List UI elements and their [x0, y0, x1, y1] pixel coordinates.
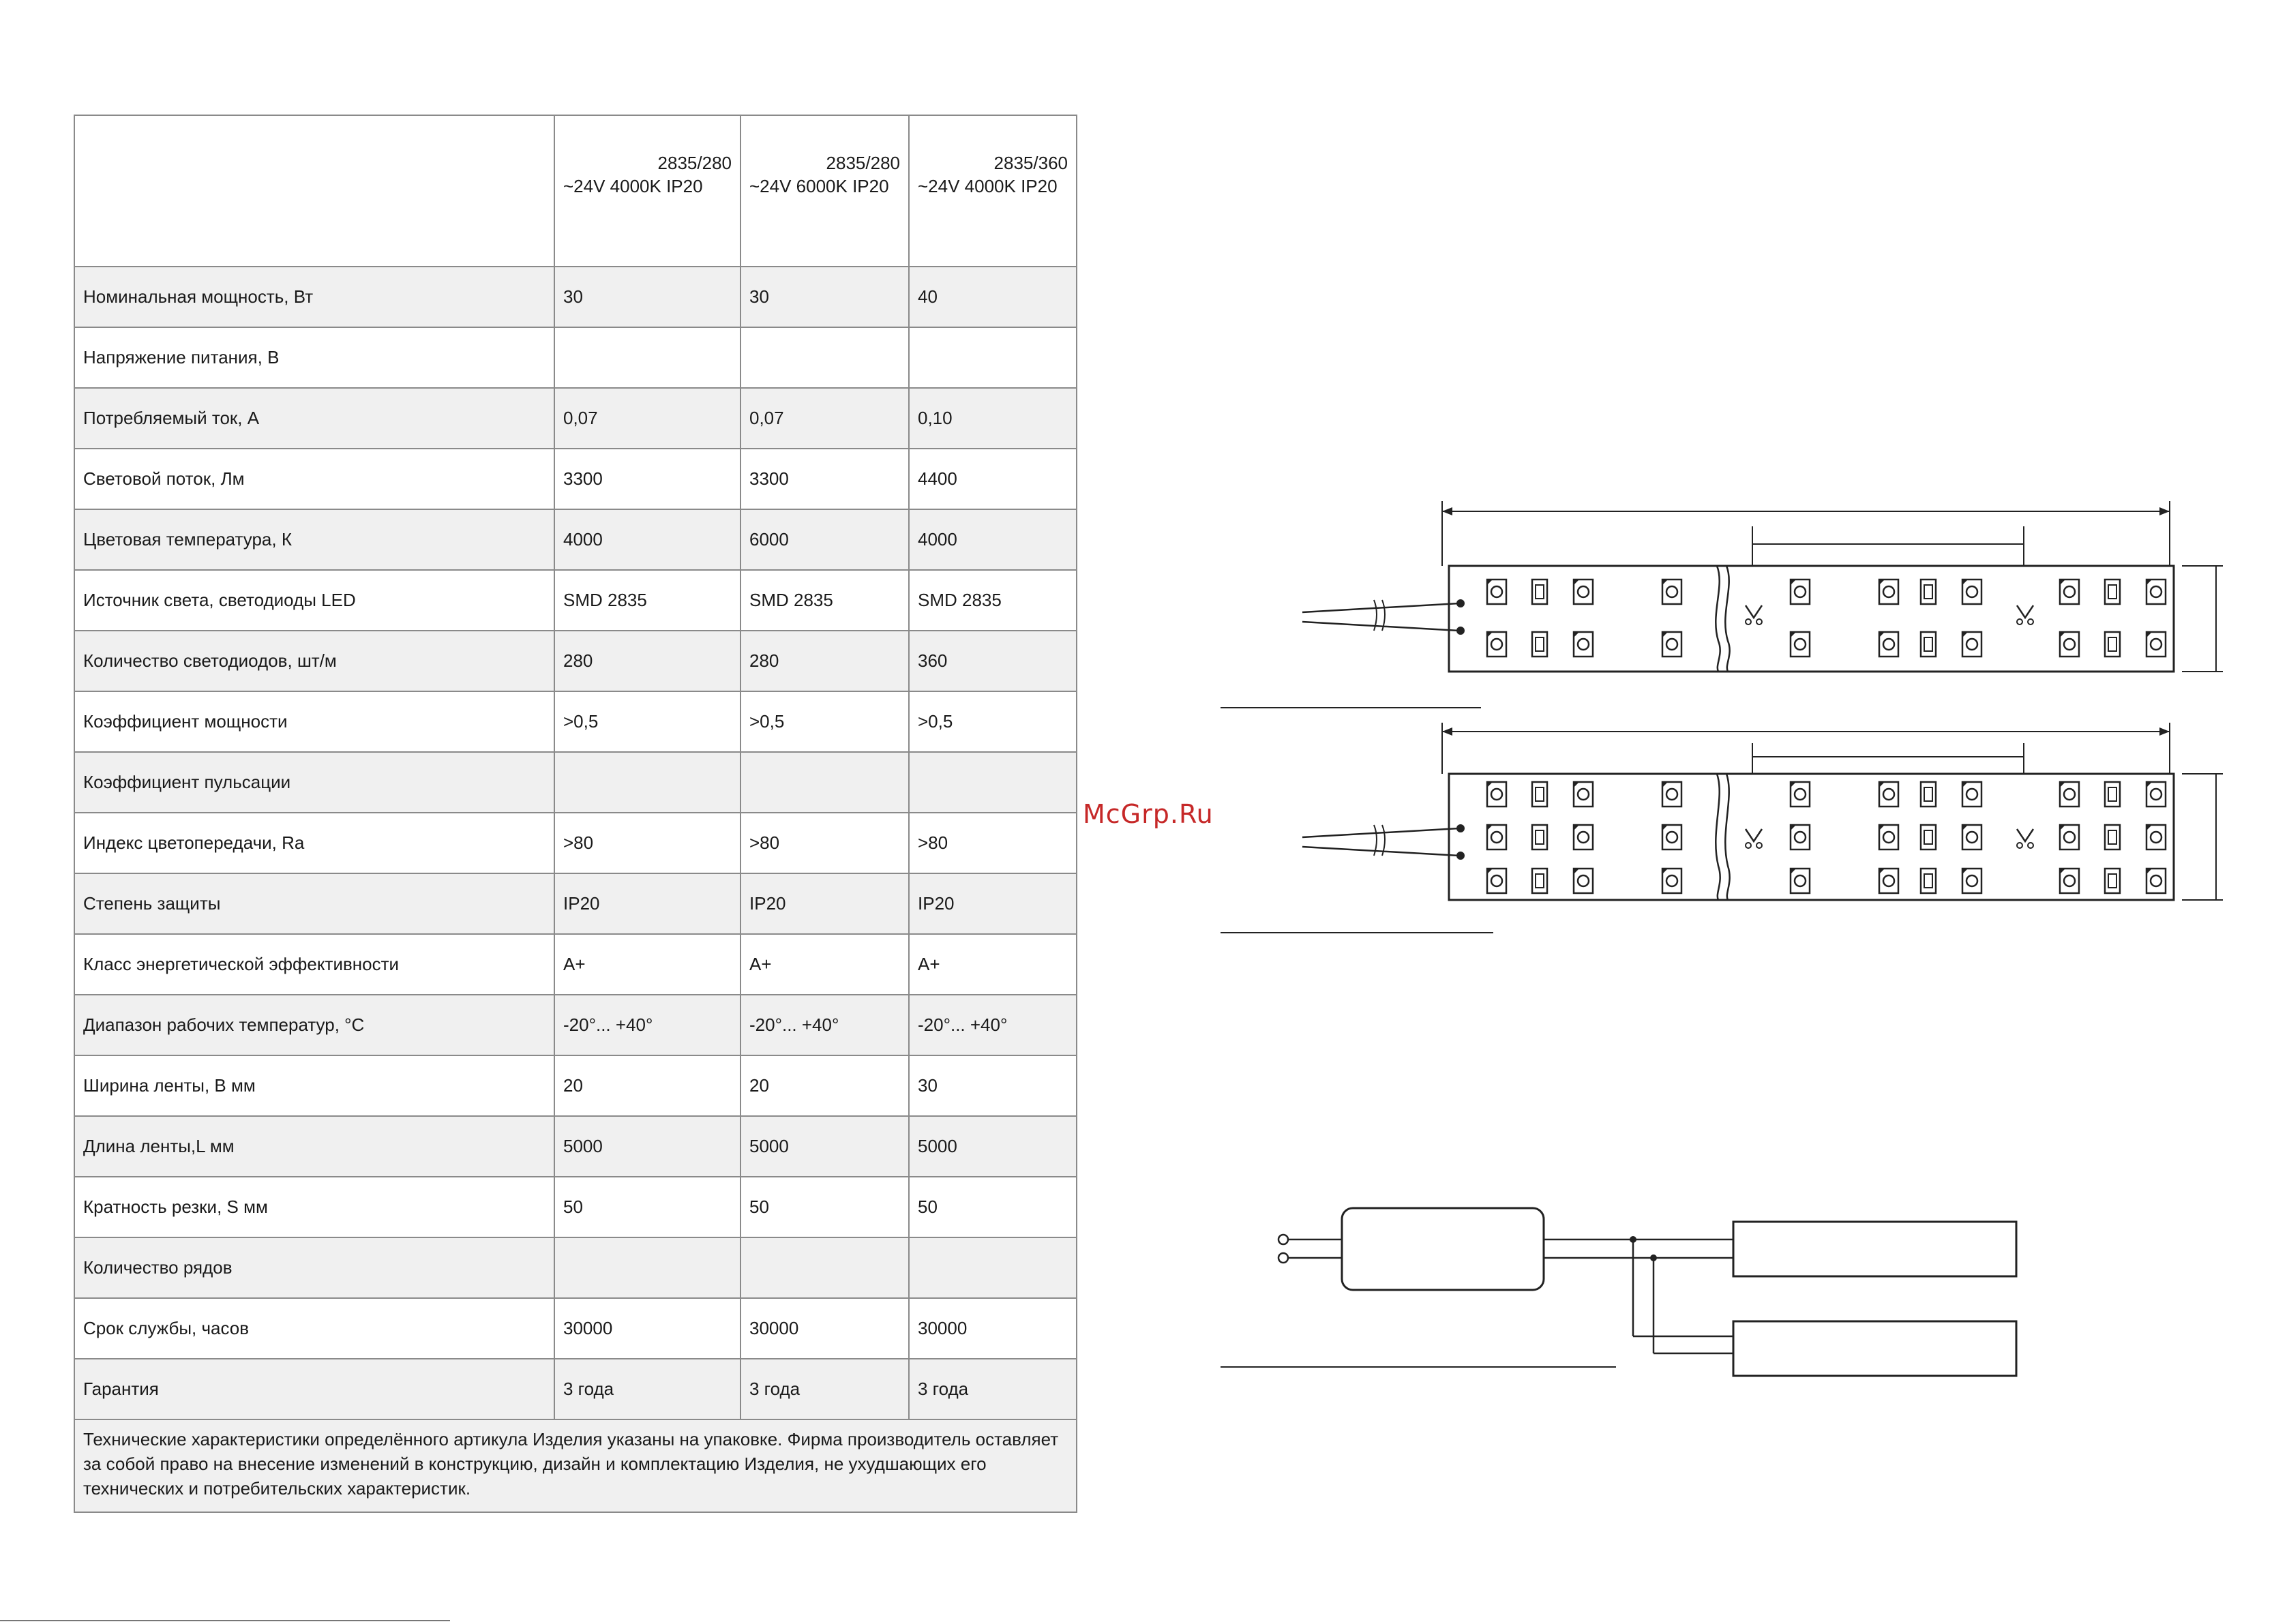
- row-value: -20°... +40°: [909, 995, 1077, 1055]
- row-value: >80: [740, 813, 909, 873]
- row-value: 20: [740, 1055, 909, 1116]
- row-value: 30000: [740, 1298, 909, 1359]
- row-value: 30000: [909, 1298, 1077, 1359]
- row-value: -20°... +40°: [740, 995, 909, 1055]
- row-label: Количество светодиодов, шт/м: [74, 631, 554, 691]
- row-label: Класс энергетической эффективности: [74, 934, 554, 995]
- row-value: SMD 2835: [740, 570, 909, 631]
- row-value: 0,07: [554, 388, 740, 449]
- page-bottom-rule: [0, 1620, 450, 1621]
- row-value: 4400: [909, 449, 1077, 509]
- row-value: 6000: [740, 509, 909, 570]
- row-value: 280: [740, 631, 909, 691]
- watermark: McGrp.Ru: [1083, 799, 1214, 829]
- row-label: Коэффициент пульсации: [74, 752, 554, 813]
- row-value: >0,5: [554, 691, 740, 752]
- row-label: Источник света, светодиоды LED: [74, 570, 554, 631]
- strip-3-row-drawing: [1221, 723, 2223, 933]
- row-value: 3 года: [909, 1359, 1077, 1419]
- row-value: -20°... +40°: [554, 995, 740, 1055]
- row-value: 3 года: [554, 1359, 740, 1419]
- row-value: SMD 2835: [554, 570, 740, 631]
- row-label: Ширина ленты, В мм: [74, 1055, 554, 1116]
- row-value: 5000: [554, 1116, 740, 1177]
- row-value: >0,5: [909, 691, 1077, 752]
- row-value: 4000: [909, 509, 1077, 570]
- row-label: Степень защиты: [74, 873, 554, 934]
- row-label: Кратность резки, S мм: [74, 1177, 554, 1237]
- model-spec: ~24V 6000K IP20: [749, 176, 889, 196]
- row-value: 3 года: [740, 1359, 909, 1419]
- footnote: Технические характеристики определённого артикула Изделия указаны на упаковке. Фирма производитель оставляет за собой право на внесение изменений в конструкцию, дизайн и комплектацию Изделия, не ухудшающих его технических и потребительских характеристик.: [74, 1419, 1077, 1512]
- row-value: >80: [909, 813, 1077, 873]
- row-label: Световой поток, Лм: [74, 449, 554, 509]
- row-label: Потребляемый ток, А: [74, 388, 554, 449]
- row-label: Напряжение питания, В: [74, 327, 554, 388]
- row-value: A+: [740, 934, 909, 995]
- row-label: Цветовая температура, К: [74, 509, 554, 570]
- row-value: 30: [740, 267, 909, 327]
- row-value: >0,5: [740, 691, 909, 752]
- row-value: A+: [554, 934, 740, 995]
- wiring-diagram: [1221, 1208, 2016, 1376]
- row-value: IP20: [740, 873, 909, 934]
- model-code: 2835/360: [993, 153, 1068, 173]
- strip-2-row-drawing: [1221, 501, 2223, 708]
- row-value: 5000: [740, 1116, 909, 1177]
- model-code: 2835/280: [657, 153, 732, 173]
- row-label: Гарантия: [74, 1359, 554, 1419]
- model-code: 2835/280: [826, 153, 900, 173]
- row-label: Номинальная мощность, Вт: [74, 267, 554, 327]
- row-value: 0,10: [909, 388, 1077, 449]
- row-label: Длина ленты,L мм: [74, 1116, 554, 1177]
- row-label: Индекс цветопередачи, Ra: [74, 813, 554, 873]
- row-value: 20: [554, 1055, 740, 1116]
- row-value: A+: [909, 934, 1077, 995]
- row-label: Количество рядов: [74, 1237, 554, 1298]
- row-value: 50: [740, 1177, 909, 1237]
- row-label: Срок службы, часов: [74, 1298, 554, 1359]
- row-value: 30: [909, 1055, 1077, 1116]
- row-value: 3300: [740, 449, 909, 509]
- row-value: 360: [909, 631, 1077, 691]
- model-spec: ~24V 4000K IP20: [563, 176, 703, 196]
- row-value: 30: [554, 267, 740, 327]
- row-value: IP20: [554, 873, 740, 934]
- row-label: Коэффициент мощности: [74, 691, 554, 752]
- row-value: 4000: [554, 509, 740, 570]
- row-value: 280: [554, 631, 740, 691]
- row-value: >80: [554, 813, 740, 873]
- row-value: 5000: [909, 1116, 1077, 1177]
- row-value: IP20: [909, 873, 1077, 934]
- row-value: 40: [909, 267, 1077, 327]
- row-value: 50: [909, 1177, 1077, 1237]
- row-value: 50: [554, 1177, 740, 1237]
- row-label: Диапазон рабочих температур, °С: [74, 995, 554, 1055]
- row-value: 30000: [554, 1298, 740, 1359]
- row-value: SMD 2835: [909, 570, 1077, 631]
- model-spec: ~24V 4000K IP20: [918, 176, 1058, 196]
- row-value: 3300: [554, 449, 740, 509]
- row-value: 0,07: [740, 388, 909, 449]
